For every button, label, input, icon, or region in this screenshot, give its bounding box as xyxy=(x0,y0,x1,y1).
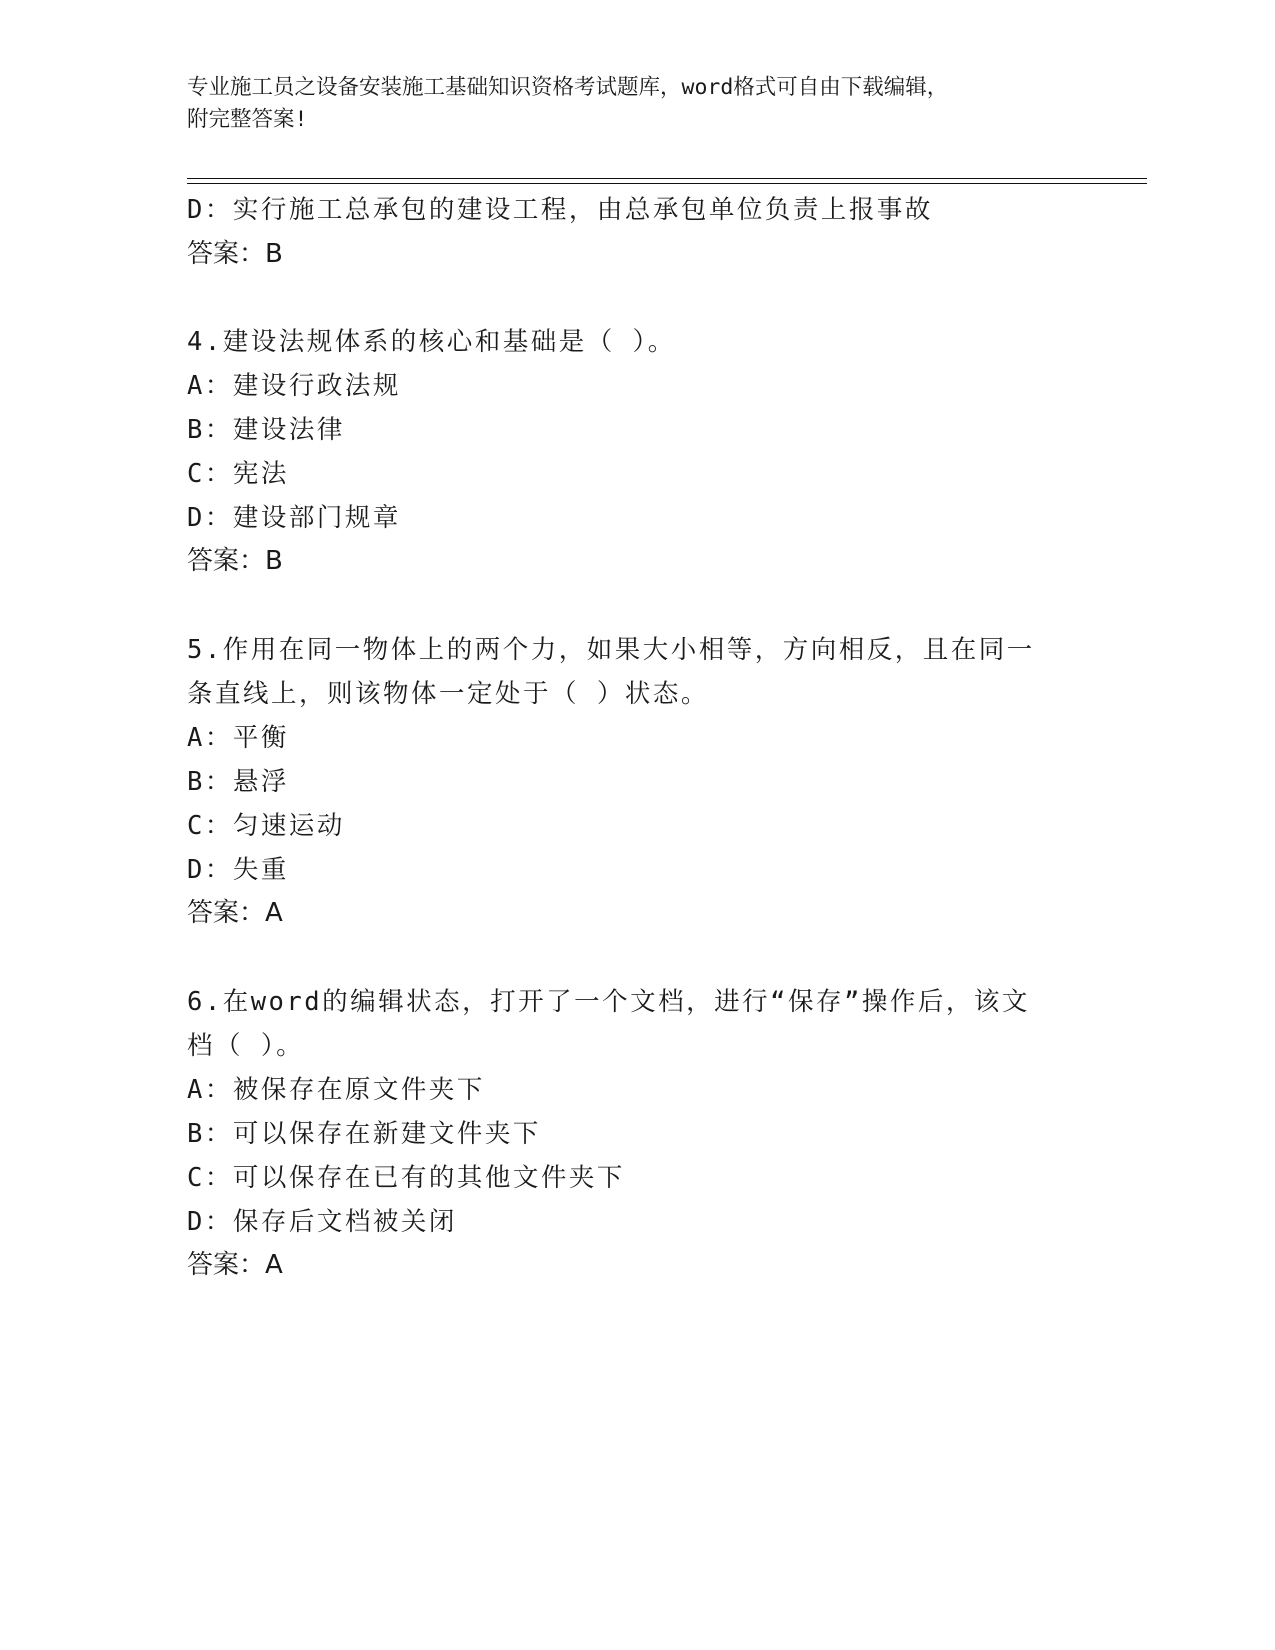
q6-stem-line-1: 6.在word的编辑状态，打开了一个文档，进行“保存”操作后，该文 xyxy=(187,987,1030,1017)
q5-stem-line-1: 5.作用在同一物体上的两个力，如果大小相等，方向相反，且在同一 xyxy=(187,635,1035,665)
header-divider-bottom xyxy=(187,183,1147,184)
q6-option-a: A：被保存在原文件夹下 xyxy=(187,1075,485,1105)
q4-option-a: A：建设行政法规 xyxy=(187,371,401,401)
header-divider-top xyxy=(187,178,1147,179)
q5-option-d: D：失重 xyxy=(187,855,289,885)
q4-option-d: D：建设部门规章 xyxy=(187,503,401,533)
q6-option-d: D：保存后文档被关闭 xyxy=(187,1207,457,1237)
header-line-2: 附完整答案! xyxy=(187,107,308,132)
q4-stem: 4.建设法规体系的核心和基础是（ ）。 xyxy=(187,327,676,357)
document-header xyxy=(187,72,1107,136)
header-line-1: 专业施工员之设备安装施工基础知识资格考试题库，word格式可自由下载编辑， xyxy=(187,75,949,100)
q4-option-b: B：建设法律 xyxy=(187,415,345,445)
q6-option-c: C：可以保存在已有的其他文件夹下 xyxy=(187,1163,625,1193)
q5-stem-line-2: 条直线上，则该物体一定处于（ ）状态。 xyxy=(187,679,709,709)
q3-option-d: D：实行施工总承包的建设工程，由总承包单位负责上报事故 xyxy=(187,195,933,225)
q4-option-c: C：宪法 xyxy=(187,459,289,489)
q6-option-b: B：可以保存在新建文件夹下 xyxy=(187,1119,541,1149)
q6-answer: 答案：A xyxy=(187,1250,283,1280)
q5-option-b: B：悬浮 xyxy=(187,767,289,797)
q5-option-a: A：平衡 xyxy=(187,723,289,753)
q4-answer: 答案：B xyxy=(187,546,283,576)
q5-answer: 答案：A xyxy=(187,898,283,928)
q3-answer: 答案：B xyxy=(187,239,283,269)
q6-stem-line-2: 档（ ）。 xyxy=(187,1031,305,1061)
q5-option-c: C：匀速运动 xyxy=(187,811,345,841)
